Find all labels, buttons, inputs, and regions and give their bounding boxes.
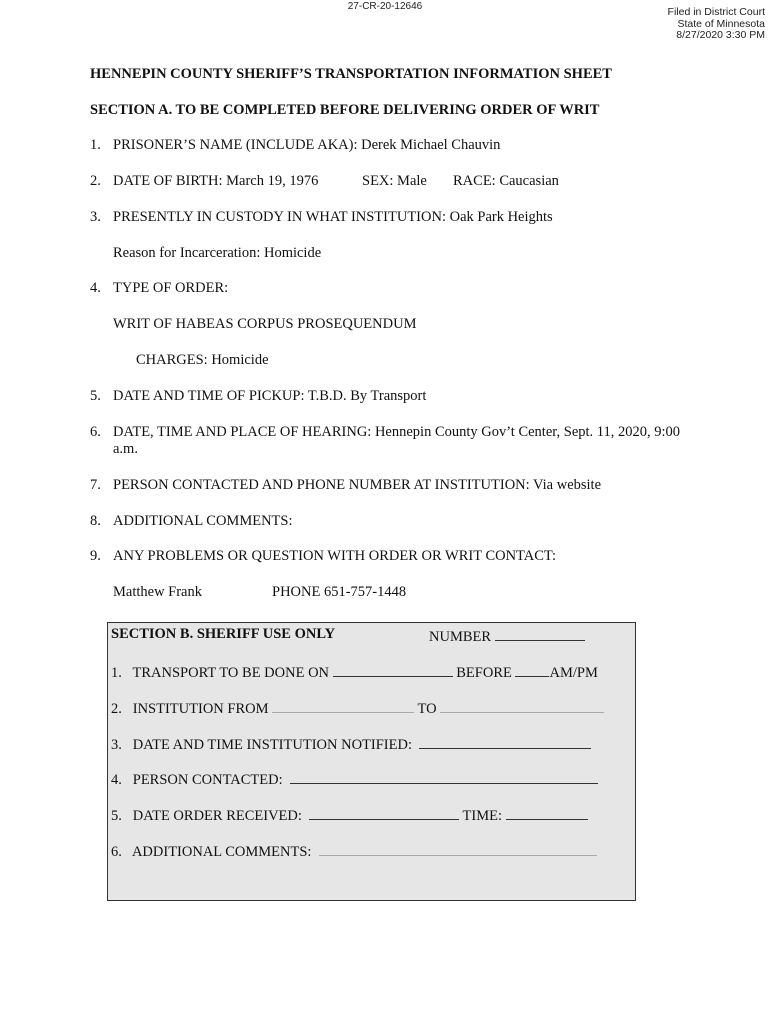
- section-b-line-5: [111, 805, 588, 825]
- line-1-number: 1.: [111, 665, 122, 681]
- date-order-received-blank[interactable]: [309, 805, 459, 820]
- item-number-9: 9.: [90, 548, 101, 564]
- institution-notified-blank[interactable]: [419, 734, 591, 749]
- custody-institution: PRESENTLY IN CUSTODY IN WHAT INSTITUTION: Oak Park Heights: [113, 209, 553, 225]
- line-4-number: 4.: [111, 772, 122, 788]
- pickup-date-time: DATE AND TIME OF PICKUP: T.B.D. By Transport: [113, 388, 427, 404]
- number-blank[interactable]: [495, 626, 585, 641]
- item-number-4: 4.: [90, 280, 101, 296]
- institution-from-label: INSTITUTION FROM: [132, 701, 269, 717]
- type-of-order-label: TYPE OF ORDER:: [113, 280, 229, 296]
- section-b-line-1: [111, 662, 598, 682]
- contact-name: Matthew Frank: [113, 584, 202, 600]
- item-number-7: 7.: [90, 477, 101, 493]
- stamp-line-3: 8/27/2020 3:30 PM: [676, 29, 765, 41]
- order-type: WRIT OF HABEAS CORPUS PROSEQUENDUM: [113, 316, 417, 332]
- item-number-2: 2.: [90, 173, 101, 189]
- number-label: NUMBER: [429, 629, 492, 645]
- line-3-number: 3.: [111, 737, 122, 753]
- sex: SEX: Male: [362, 173, 427, 189]
- date-order-received-label: DATE ORDER RECEIVED:: [132, 808, 302, 824]
- hearing-details: DATE, TIME AND PLACE OF HEARING: Hennepin County Gov’t Center, Sept. 11, 2020, 9:00 a.m.: [113, 424, 681, 457]
- person-contacted-blank[interactable]: [290, 769, 598, 784]
- line-2-number: 2.: [111, 701, 122, 717]
- stamp-line-1: Filed in District Court: [667, 6, 765, 18]
- before-label: BEFORE: [456, 665, 512, 681]
- section-b-comments-blank[interactable]: [319, 841, 597, 856]
- line-5-number: 5.: [111, 808, 122, 824]
- institution-to-blank[interactable]: [440, 698, 604, 713]
- number-field: [429, 626, 585, 646]
- institution-notified-label: DATE AND TIME INSTITUTION NOTIFIED:: [132, 737, 412, 753]
- stamp-line-2: State of Minnesota: [677, 17, 765, 30]
- section-b-comments-label: ADDITIONAL COMMENTS:: [131, 844, 312, 860]
- filing-stamp: [668, 7, 765, 42]
- section-b-box: [107, 622, 636, 901]
- item-number-8: 8.: [90, 513, 101, 529]
- time-label: TIME:: [462, 808, 503, 824]
- prisoner-name: PRISONER’S NAME (INCLUDE AKA): Derek Michael Chauvin: [113, 137, 501, 153]
- line-6-number: 6.: [111, 844, 122, 860]
- race: RACE: Caucasian: [453, 173, 559, 189]
- ampm-label: AM/PM: [549, 665, 598, 681]
- page-title: HENNEPIN COUNTY SHERIFF’S TRANSPORTATION INFORMATION SHEET: [90, 66, 612, 82]
- item-number-5: 5.: [90, 388, 101, 404]
- section-b-line-6: [111, 841, 597, 861]
- institution-from-blank[interactable]: [272, 698, 414, 713]
- additional-comments-label: ADDITIONAL COMMENTS:: [113, 513, 293, 529]
- problems-contact-label: ANY PROBLEMS OR QUESTION WITH ORDER OR WRIT CONTACT:: [113, 548, 557, 564]
- before-time-blank[interactable]: [515, 662, 549, 677]
- section-b-line-3: [111, 734, 591, 754]
- transport-date-label: TRANSPORT TO BE DONE ON: [132, 665, 330, 681]
- date-of-birth: DATE OF BIRTH: March 19, 1976: [113, 173, 319, 189]
- charges: CHARGES: Homicide: [136, 352, 269, 368]
- contact-phone: PHONE 651-757-1448: [272, 584, 407, 600]
- section-b-title: SECTION B. SHERIFF USE ONLY: [111, 626, 336, 642]
- section-b-line-2: [111, 698, 604, 718]
- item-number-3: 3.: [90, 209, 101, 225]
- person-contacted-institution: PERSON CONTACTED AND PHONE NUMBER AT INSTITUTION: Via website: [113, 477, 602, 493]
- to-label: TO: [417, 701, 437, 717]
- section-b-line-4: [111, 769, 598, 789]
- transport-date-blank[interactable]: [333, 662, 453, 677]
- section-a-title: SECTION A. TO BE COMPLETED BEFORE DELIVERING ORDER OF WRIT: [90, 102, 600, 118]
- item-number-6: 6.: [90, 424, 101, 440]
- incarceration-reason: Reason for Incarceration: Homicide: [113, 245, 322, 261]
- item-number-1: 1.: [90, 137, 101, 153]
- time-blank[interactable]: [506, 805, 588, 820]
- person-contacted-label: PERSON CONTACTED:: [132, 772, 283, 788]
- case-number: 27-CR-20-12646: [347, 1, 423, 12]
